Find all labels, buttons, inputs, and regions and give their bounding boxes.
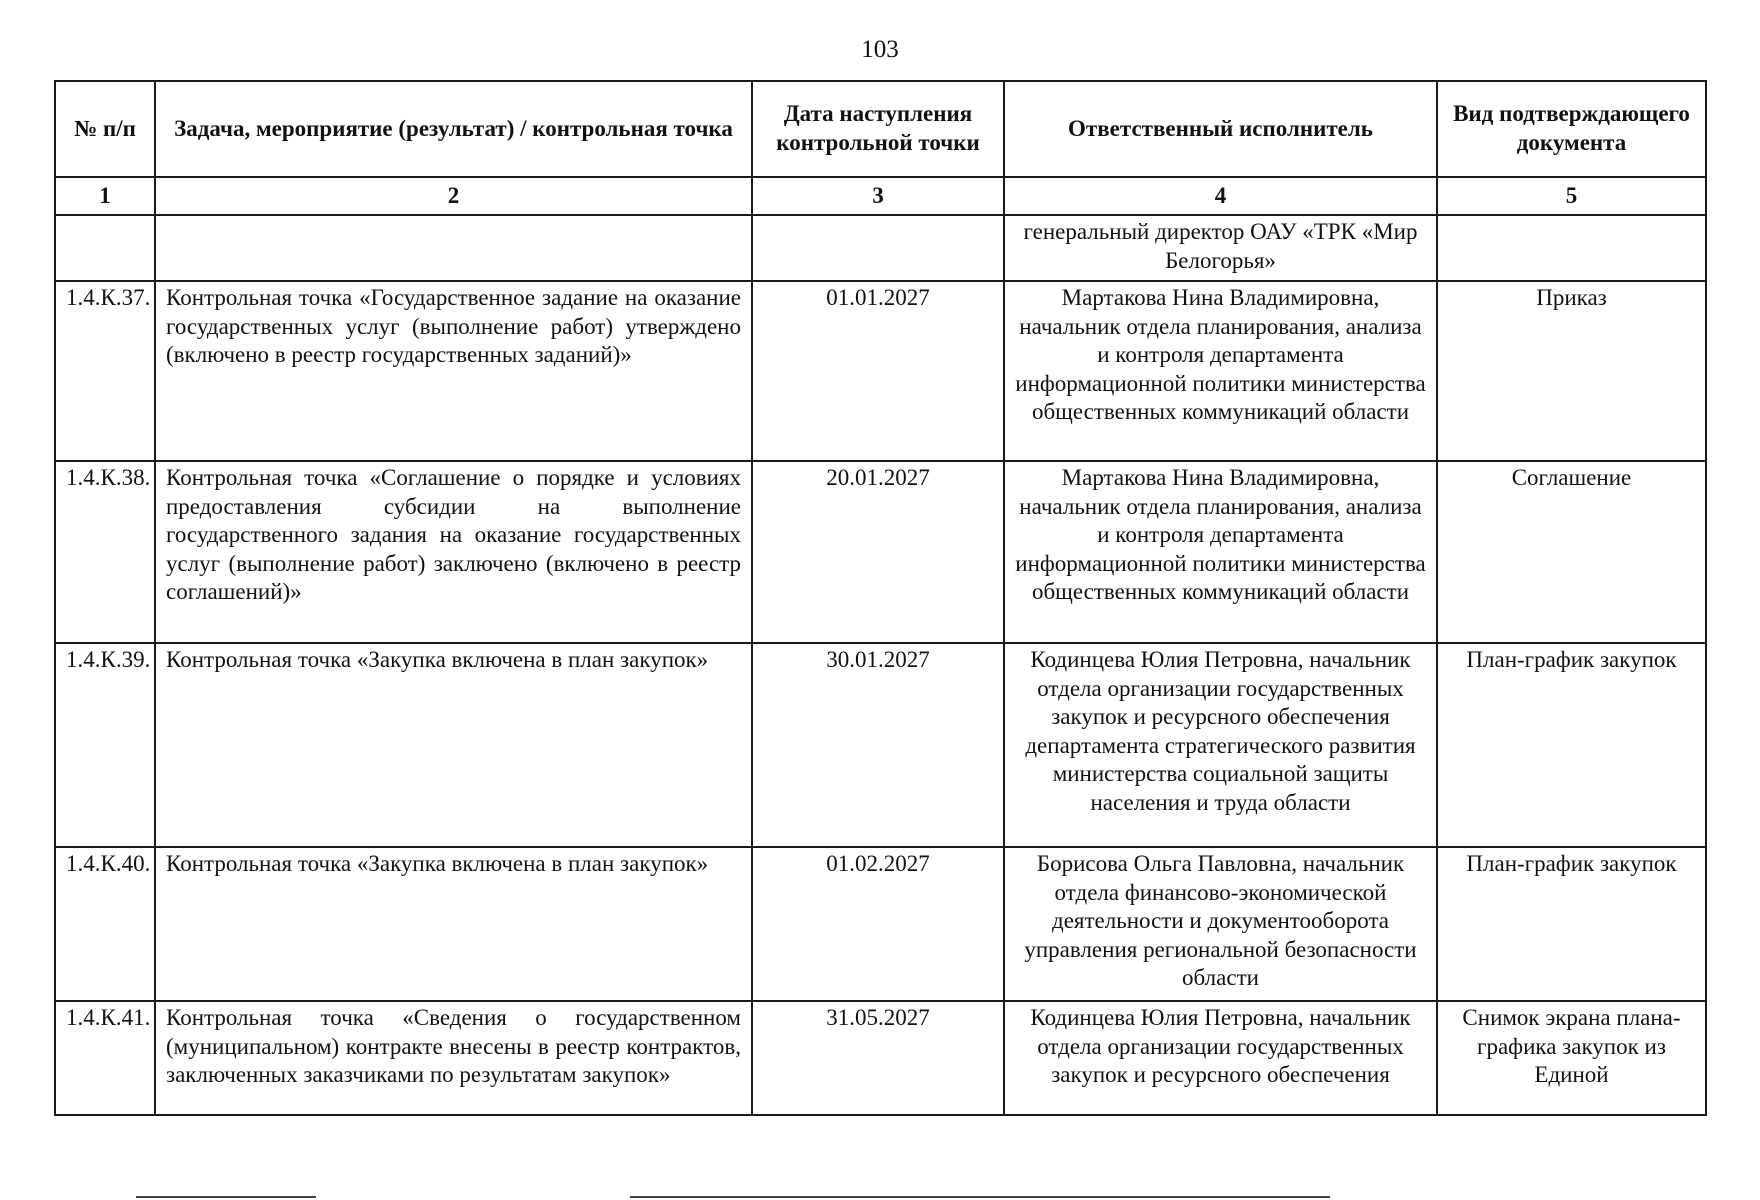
executor-cell	[1004, 643, 1437, 847]
code-cell	[55, 643, 155, 847]
table-header-row	[55, 81, 1706, 177]
date-cell	[752, 461, 1004, 643]
document-text: Соглашение	[1511, 465, 1632, 490]
document-cell	[1437, 847, 1706, 1001]
date-text: 01.01.2027	[826, 285, 930, 310]
code-cell	[55, 847, 155, 1001]
executor-text: Кодинцева Юлия Петровна, начальник отдела организации государственных закупок и ресурсного обеспечения	[1030, 1005, 1411, 1088]
executor-text: Мартакова Нина Владимировна, начальник отдела планирования, анализа и контроля департамента информационной политики министерства общественных коммуникаций области	[1015, 465, 1426, 605]
control-points-table	[54, 80, 1707, 1116]
executor-text: Кодинцева Юлия Петровна, начальник отдела организации государственных закупок и ресурсного обеспечения департамента стратегического развития министерства социальной защиты населения и труда области	[1025, 647, 1416, 815]
document-text: Приказ	[1536, 285, 1607, 310]
executor-text: Мартакова Нина Владимировна, начальник отдела планирования, анализа и контроля департамента информационной политики министерства общественных коммуникаций области	[1015, 285, 1426, 425]
column-number: 4	[1004, 177, 1437, 215]
table-row	[55, 643, 1706, 847]
task-cell	[155, 461, 752, 643]
header-date: Дата наступления контрольной точки	[752, 81, 1004, 177]
header-task: Задача, мероприятие (результат) / контрольная точка	[155, 81, 752, 177]
table-row-continuation	[55, 215, 1706, 281]
table-row	[55, 281, 1706, 461]
date-cell	[752, 281, 1004, 461]
column-number: 5	[1437, 177, 1706, 215]
task-text: Контрольная точка «Закупка включена в план закупок»	[166, 647, 709, 672]
executor-cell	[1004, 281, 1437, 461]
executor-cell	[1004, 215, 1437, 281]
task-text: Контрольная точка «Государственное задание на оказание государственных услуг (выполнение работ) утверждено (включено в реестр государственных заданий)»	[166, 285, 741, 368]
executor-cell	[1004, 847, 1437, 1001]
date-cell	[752, 215, 1004, 281]
code-cell	[55, 1001, 155, 1115]
document-cell	[1437, 215, 1706, 281]
row-code: 1.4.К.39.	[66, 647, 151, 672]
executor-cell	[1004, 1001, 1437, 1115]
date-text: 31.05.2027	[826, 1005, 930, 1030]
task-cell	[155, 281, 752, 461]
date-text: 20.01.2027	[826, 465, 930, 490]
column-number: 2	[155, 177, 752, 215]
row-code: 1.4.К.38.	[66, 465, 151, 490]
task-text: Контрольная точка «Закупка включена в план закупок»	[166, 851, 709, 876]
date-cell	[752, 847, 1004, 1001]
table-row	[55, 847, 1706, 1001]
column-number: 3	[752, 177, 1004, 215]
executor-cell	[1004, 461, 1437, 643]
document-cell	[1437, 461, 1706, 643]
task-cell	[155, 643, 752, 847]
column-number-row	[55, 177, 1706, 215]
column-number: 1	[55, 177, 155, 215]
document-cell	[1437, 281, 1706, 461]
executor-text: Борисова Ольга Павловна, начальник отдела финансово-экономической деятельности и документооборота управления региональной безопасности области	[1024, 851, 1417, 991]
row-code: 1.4.К.40.	[66, 851, 151, 876]
document-text: План-график закупок	[1466, 851, 1677, 876]
document-cell	[1437, 1001, 1706, 1115]
footer-rule-right	[630, 1196, 1330, 1198]
table-row	[55, 461, 1706, 643]
date-cell	[752, 1001, 1004, 1115]
task-cell	[155, 215, 752, 281]
header-number: № п/п	[55, 81, 155, 177]
code-cell	[55, 461, 155, 643]
header-executor: Ответственный исполнитель	[1004, 81, 1437, 177]
header-document: Вид подтверждающего документа	[1437, 81, 1706, 177]
table-row	[55, 1001, 1706, 1115]
date-text: 01.02.2027	[826, 851, 930, 876]
executor-text: генеральный директор ОАУ «ТРК «Мир Белогорья»	[1023, 219, 1418, 273]
footer-rule-left	[136, 1196, 316, 1198]
task-cell	[155, 1001, 752, 1115]
row-code: 1.4.К.37.	[66, 285, 151, 310]
document-cell	[1437, 643, 1706, 847]
date-text: 30.01.2027	[826, 647, 930, 672]
task-cell	[155, 847, 752, 1001]
row-code: 1.4.К.41.	[66, 1005, 151, 1030]
date-cell	[752, 643, 1004, 847]
code-cell	[55, 215, 155, 281]
document-text: Снимок экрана плана-графика закупок из Единой	[1462, 1005, 1681, 1088]
task-text: Контрольная точка «Сведения о государственном (муниципальном) контракте внесены в реестр контрактов, заключенных заказчиками по результатам закупок»	[166, 1005, 741, 1088]
page-number: 103	[861, 36, 899, 63]
task-text: Контрольная точка «Соглашение о порядке и условиях предоставления субсидии на выполнение государственного задания на оказание государственных услуг (выполнение работ) заключено (включено в реестр соглашений)»	[166, 465, 741, 605]
code-cell	[55, 281, 155, 461]
document-text: План-график закупок	[1466, 647, 1677, 672]
